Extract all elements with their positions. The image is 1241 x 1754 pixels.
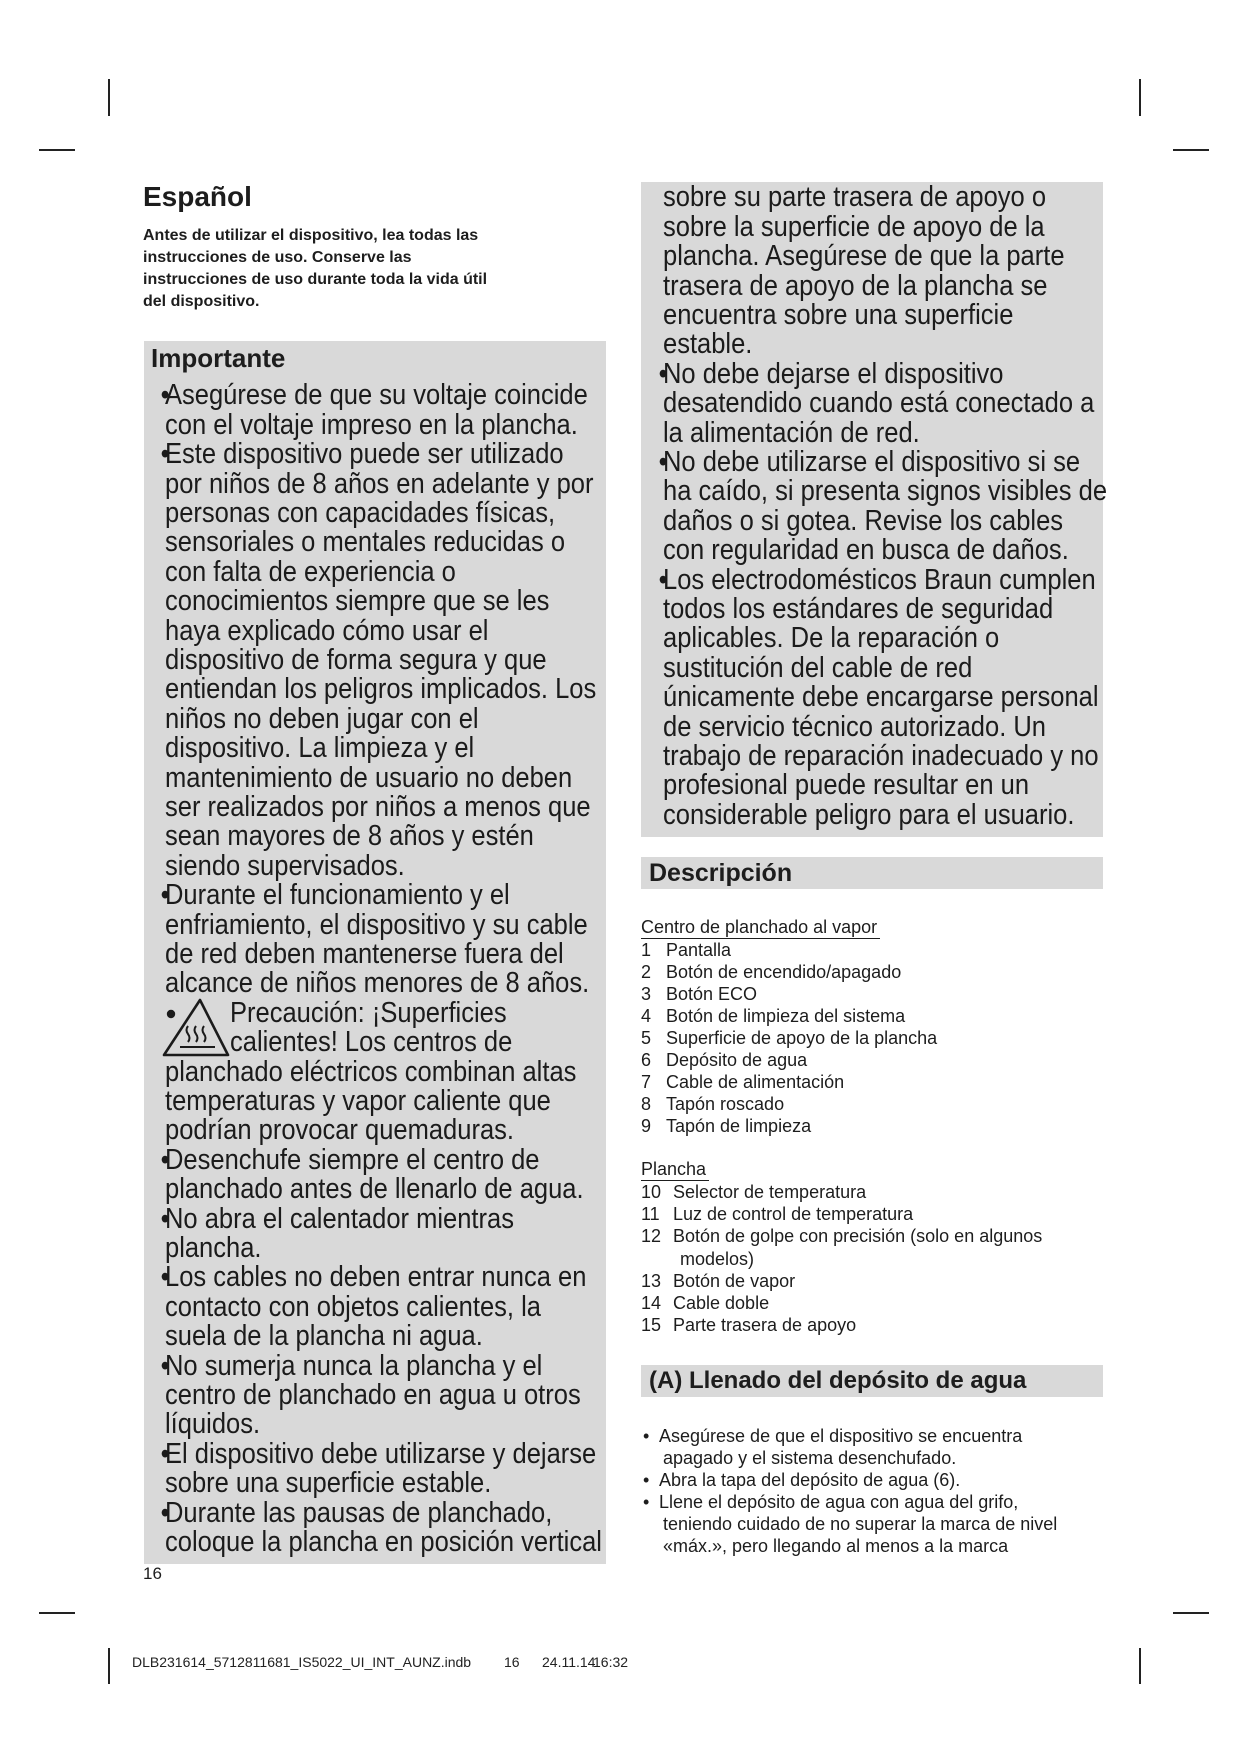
part-number: 7 [641, 1072, 652, 1093]
part-number: 11 [641, 1204, 660, 1225]
iron-title: Plancha [641, 1159, 709, 1181]
descripcion-heading: Descripción [649, 859, 793, 887]
part-label: Depósito de agua [666, 1050, 808, 1071]
safety-line: considerable peligro para el usuario. [663, 798, 1075, 831]
importante-line: dispositivo. La limpieza y el [165, 732, 475, 765]
importante-line: dispositivo de forma segura y que [165, 643, 547, 676]
safety-line: todos los estándares de seguridad [663, 592, 1054, 625]
safety-line: daños o si gotea. Revise los cables [663, 504, 1064, 537]
importante-line: haya explicado cómo usar el [165, 614, 489, 647]
filling-instruction-line: Asegúrese de que el dispositivo se encuentra [659, 1426, 1023, 1446]
safety-line: sustitución del cable de red [663, 651, 973, 684]
part-label: Superficie de apoyo de la plancha [666, 1028, 938, 1049]
safety-line: estable. [663, 328, 753, 361]
part-label: Tapón de limpieza [666, 1116, 812, 1137]
bullet-icon [643, 1469, 649, 1491]
importante-line: sobre una superficie estable. [165, 1467, 492, 1500]
importante-line: por niños de 8 años en adelante y por [165, 467, 594, 500]
crop-mark [108, 79, 110, 116]
importante-line: niños no deben jugar con el [165, 702, 479, 735]
part-label: Pantalla [666, 940, 732, 960]
part-number: 10 [641, 1182, 662, 1202]
part-label: Botón de limpieza del sistema [666, 1006, 906, 1027]
importante-line: personas con capacidades físicas, [165, 496, 556, 529]
part-number: 14 [641, 1293, 662, 1313]
part-number: 2 [641, 962, 652, 983]
page-number: 16 [143, 1564, 162, 1583]
crop-mark [39, 149, 75, 151]
safety-line: • No debe dejarse el dispositivo [663, 360, 1003, 389]
part-label: Botón ECO [666, 984, 758, 1005]
footer-file-name: DLB231614_5712811681_IS5022_UI_INT_AUNZ.indb [132, 1654, 472, 1670]
part-number: 3 [641, 984, 652, 1005]
importante-line: alcance de niños menores de 8 años. [165, 967, 590, 1000]
bullet-icon [643, 1425, 649, 1447]
crop-mark [108, 1648, 110, 1684]
safety-line: aplicables. De la reparación o [663, 622, 1000, 655]
safety-line: únicamente debe encargarse personal [663, 681, 1099, 714]
safety-line: ha caído, si presenta signos visibles de [663, 475, 1108, 508]
importante-line: • Asegúrese de que su voltaje coincide [165, 381, 588, 410]
part-label: Botón de golpe con precisión (solo en algunos [673, 1226, 1043, 1247]
importante-line: mantenimiento de usuario no deben [165, 761, 573, 794]
crop-mark [1173, 1612, 1209, 1614]
part-label: Cable doble [673, 1293, 770, 1313]
part-number: 13 [641, 1270, 662, 1291]
intro-line: instrucciones de uso. Conserve las [143, 249, 412, 266]
part-number: 6 [641, 1050, 652, 1071]
part-number: 9 [641, 1116, 652, 1137]
importante-line: • No abra el calentador mientras [165, 1205, 514, 1234]
crop-mark [39, 1612, 75, 1614]
importante-line: sean mayores de 8 años y estén [165, 820, 534, 853]
importante-line: conocimientos siempre que se les [165, 585, 550, 618]
filling-instruction-line: Abra la tapa del depósito de agua (6). [659, 1470, 961, 1490]
footer-time: 16:32 [593, 1654, 629, 1670]
importante-line: con falta de experiencia o [165, 555, 456, 588]
importante-line: • Durante las pausas de planchado, [165, 1499, 552, 1528]
crop-mark [1139, 1648, 1141, 1684]
importante-line: calientes! Los centros de [230, 1026, 513, 1059]
safety-line: encuentra sobre una superficie [663, 298, 1014, 331]
safety-line: profesional puede resultar en un [663, 769, 1030, 802]
bullet-icon [643, 1491, 649, 1513]
importante-heading: Importante [151, 343, 286, 373]
crop-mark [1139, 79, 1141, 116]
safety-line: plancha. Asegúrese de que la parte [663, 240, 1065, 273]
part-number: 12 [641, 1226, 662, 1247]
part-label: Luz de control de temperatura [673, 1204, 914, 1225]
part-label: Cable de alimentación [666, 1072, 845, 1093]
part-label: Selector de temperatura [673, 1182, 867, 1202]
importante-line: suela de la plancha ni agua. [165, 1320, 483, 1353]
safety-line: trasera de apoyo de la plancha se [663, 269, 1048, 302]
part-label: Botón de vapor [673, 1270, 796, 1291]
importante-line: centro de planchado en agua u otros [165, 1378, 581, 1411]
importante-line: enfriamiento, el dispositivo y su cable [165, 908, 588, 941]
importante-line: • Durante el funcionamiento y el [165, 881, 510, 910]
part-label: Parte trasera de apoyo [673, 1315, 857, 1336]
importante-line: con el voltaje impreso en la plancha. [165, 408, 578, 441]
safety-line: sobre su parte trasera de apoyo o [663, 181, 1047, 214]
importante-line: líquidos. [165, 1408, 261, 1441]
importante-line: coloque la plancha en posición vertical [165, 1525, 602, 1558]
footer-date: 24.11.14 [542, 1654, 596, 1670]
intro-line: Antes de utilizar el dispositivo, lea todas las [143, 227, 479, 244]
part-number: 4 [641, 1006, 652, 1027]
importante-line: ser realizados por niños a menos que [165, 790, 591, 823]
importante-line: • Este dispositivo puede ser utilizado [165, 440, 564, 469]
filling-instruction-line: Llene el depósito de agua con agua del grifo, [659, 1492, 1019, 1512]
safety-line: • No debe utilizarse el dispositivo si se [663, 448, 1080, 477]
part-number: 5 [641, 1028, 652, 1049]
safety-line: desatendido cuando está conectado a [663, 387, 1095, 420]
crop-mark [1173, 149, 1209, 151]
filling-instruction-line: apagado y el sistema desenchufado. [663, 1448, 957, 1468]
safety-line: de servicio técnico autorizado. Un [663, 710, 1047, 743]
steam-center-title: Centro de planchado al vapor [641, 917, 880, 939]
importante-line: sensoriales o mentales reducidas o [165, 526, 566, 559]
part-number: 15 [641, 1315, 662, 1336]
safety-line: • Los electrodomésticos Braun cumplen [663, 566, 1096, 595]
importante-line: • Desenchufe siempre el centro de [165, 1146, 540, 1175]
importante-line: plancha. [165, 1231, 262, 1264]
importante-line: siendo supervisados. [165, 849, 405, 882]
filling-instruction-line: teniendo cuidado de no superar la marca de nivel [663, 1514, 1058, 1534]
intro-line: instrucciones de uso durante toda la vida útil [143, 271, 488, 288]
part-label: Tapón roscado [666, 1094, 785, 1115]
importante-line: entiendan los peligros implicados. Los [165, 673, 597, 706]
importante-line: podrían provocar quemaduras. [165, 1114, 514, 1147]
part-number: 8 [641, 1094, 652, 1115]
importante-line: • El dispositivo debe utilizarse y dejarse [165, 1440, 596, 1469]
part-label: Botón de encendido/apagado [666, 962, 902, 983]
language-heading: Español [143, 181, 252, 212]
filling-heading: (A) Llenado del depósito de agua [649, 1367, 1027, 1394]
importante-line: de red deben mantenerse fuera del [165, 937, 564, 970]
part-label-continued: modelos) [680, 1248, 755, 1269]
importante-line: • No sumerja nunca la plancha y el [165, 1352, 542, 1381]
part-number: 1 [641, 940, 652, 960]
footer-page: 16 [504, 1654, 520, 1670]
importante-line: contacto con objetos calientes, la [165, 1290, 541, 1323]
importante-line: • Los cables no deben entrar nunca en [165, 1263, 586, 1292]
safety-line: trabajo de reparación inadecuado y no [663, 739, 1099, 772]
hot-surface-warning-icon [158, 996, 230, 1058]
filling-instruction-line: «máx.», pero llegando al menos a la marca [663, 1536, 1009, 1556]
importante-line: Precaución: ¡Superficies [230, 996, 507, 1029]
safety-line: la alimentación de red. [663, 416, 920, 449]
importante-line: planchado antes de llenarlo de agua. [165, 1173, 584, 1206]
importante-line: temperaturas y vapor caliente que [165, 1084, 551, 1117]
safety-line: sobre la superficie de apoyo de la [663, 210, 1045, 243]
safety-line: con regularidad en busca de daños. [663, 534, 1069, 567]
intro-line: del dispositivo. [143, 293, 260, 310]
importante-line: planchado eléctricos combinan altas [165, 1055, 577, 1088]
